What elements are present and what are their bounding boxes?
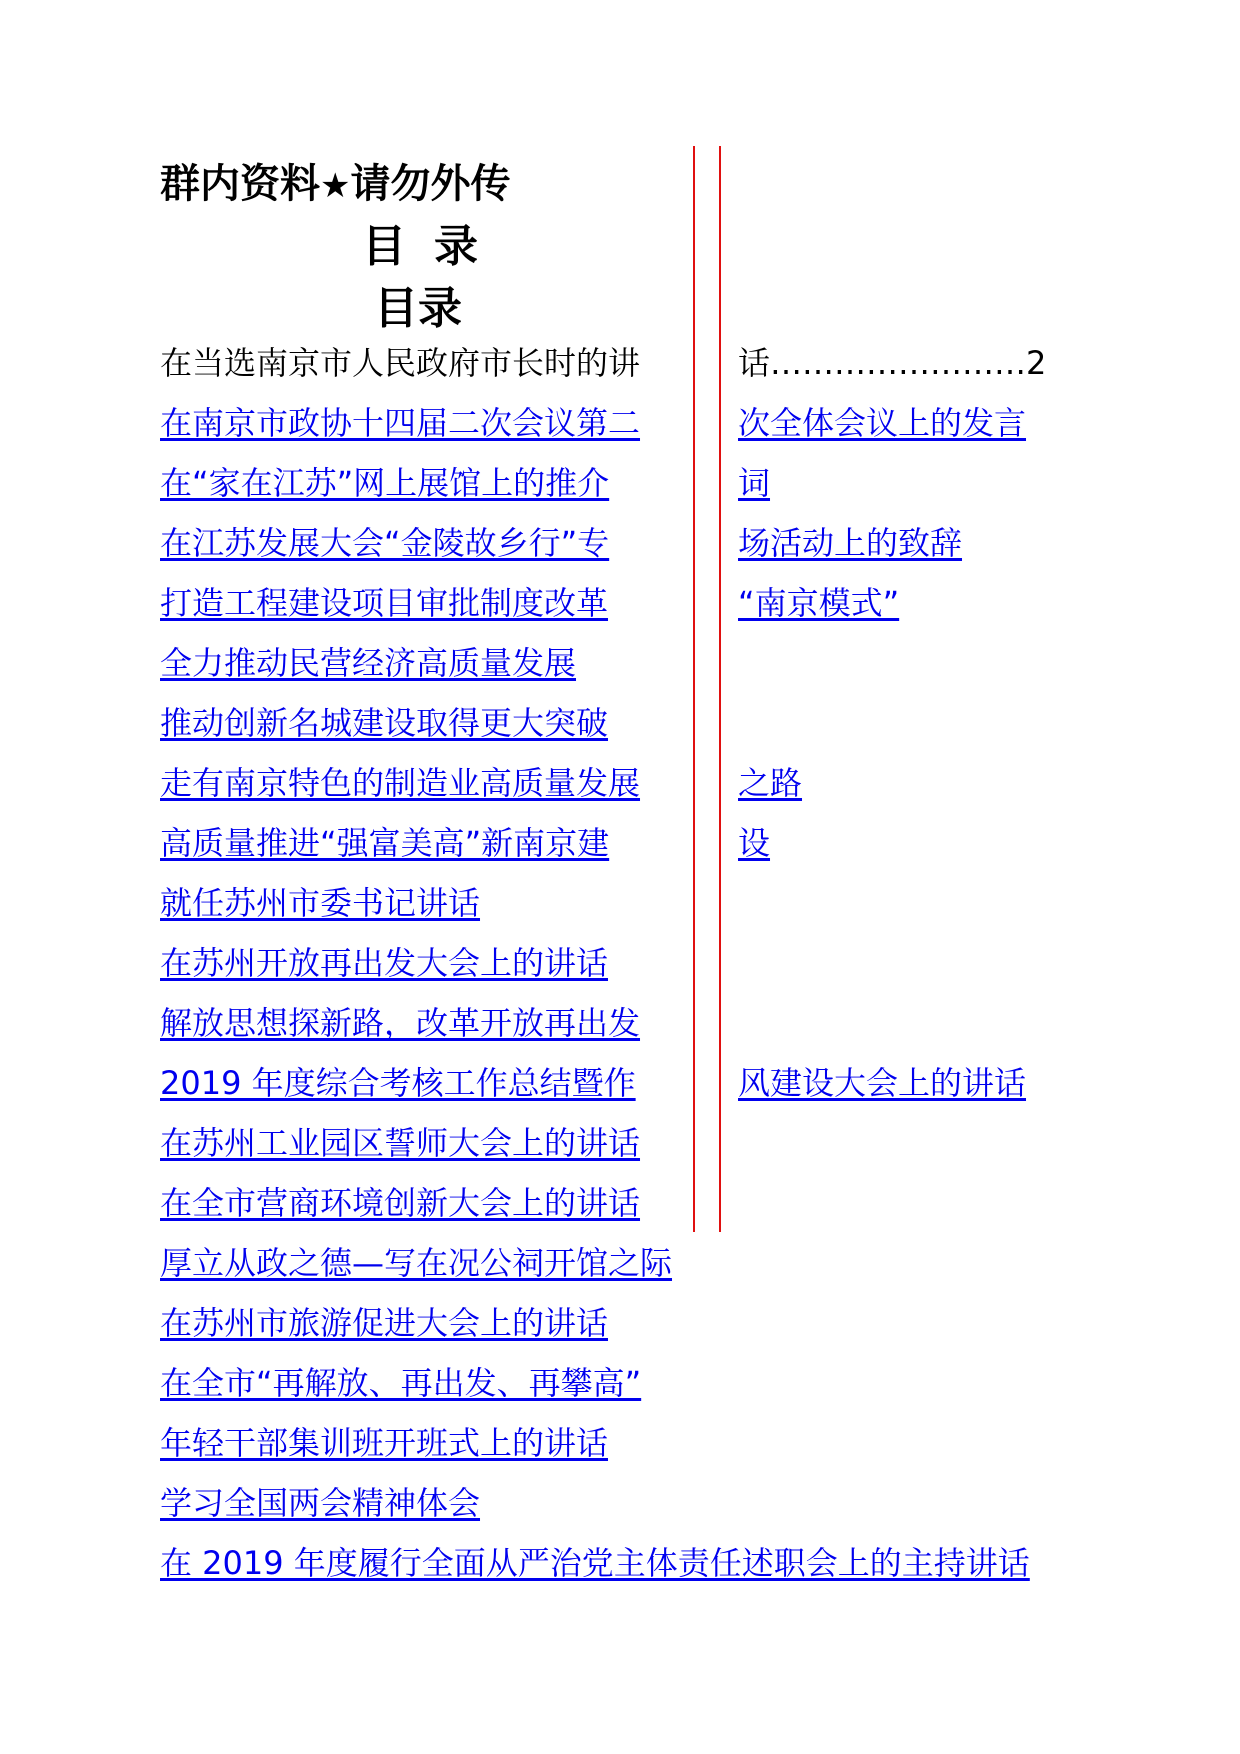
toc-entry-link[interactable]: 年轻干部集训班开班式上的讲话 [160,1424,609,1462]
confidential-header [160,152,510,209]
column-divider-left [693,146,695,1232]
toc-entry-left-part[interactable]: 在南京市政协十四届二次会议第二 [160,404,641,442]
header-left-text: 群内资料 [160,161,320,207]
toc-entry-right-part[interactable]: 次全体会议上的发言 [738,404,1027,442]
toc-entry-right-part[interactable]: 场活动上的致辞 [738,524,963,562]
toc-entry-left-part: 在当选南京市人民政府市长时的讲 [160,344,641,382]
toc-entry-link[interactable]: 厚立从政之德—写在况公祠开馆之际 [160,1244,673,1282]
toc-entry-left-part[interactable]: 全力推动民营经济高质量发展 [160,644,577,682]
toc-entry-right-part[interactable]: 风建设大会上的讲话 [738,1064,1027,1102]
toc-entry-link[interactable]: 在全市“再解放、再出发、再攀高” [160,1364,642,1402]
toc-entry-left-part[interactable]: 在“家在江苏”网上展馆上的推介 [160,464,610,502]
toc-entry-link[interactable]: 在苏州市旅游促进大会上的讲话 [160,1304,609,1342]
toc-entry-left-part[interactable]: 在苏州工业园区誓师大会上的讲话 [160,1124,641,1162]
toc-title: 目录 [374,283,462,334]
toc-entry-left-part[interactable]: 在苏州开放再出发大会上的讲话 [160,944,609,982]
toc-entry-left-part[interactable]: 走有南京特色的制造业高质量发展 [160,764,641,802]
toc-entry-left-part[interactable]: 在全市营商环境创新大会上的讲话 [160,1184,641,1222]
header-right-text: 请勿外传 [350,161,511,207]
column-divider-right [719,146,721,1232]
toc-entry-right-part[interactable]: 之路 [738,764,803,802]
toc-entry-left-part[interactable]: 推动创新名城建设取得更大突破 [160,704,609,742]
toc-entry-right-part: 话……………………2 [738,344,1047,382]
toc-entry-link[interactable]: 在 2019 年度履行全面从严治党主体责任述职会上的主持讲话 [160,1544,1030,1582]
toc-title-spaced: 目录 [362,221,506,272]
toc-entry-left-part[interactable]: 解放思想探新路，改革开放再出发 [160,1004,641,1042]
toc-entry-right-part[interactable]: “南京模式” [738,584,900,622]
toc-entry-left-part[interactable]: 高质量推进“强富美高”新南京建 [160,824,610,862]
toc-entry-right-part[interactable]: 设 [738,824,771,862]
toc-entry-left-part[interactable]: 打造工程建设项目审批制度改革 [160,584,609,622]
toc-entry-left-part[interactable]: 在江苏发展大会“金陵故乡行”专 [160,524,610,562]
toc-entry-right-part[interactable]: 词 [738,464,771,502]
toc-entry-left-part[interactable]: 就任苏州市委书记讲话 [160,884,481,922]
toc-entry-left-part[interactable]: 2019 年度综合考核工作总结暨作 [160,1064,636,1102]
toc-entry-link[interactable]: 学习全国两会精神体会 [160,1484,481,1522]
star-icon: ★ [320,166,351,206]
